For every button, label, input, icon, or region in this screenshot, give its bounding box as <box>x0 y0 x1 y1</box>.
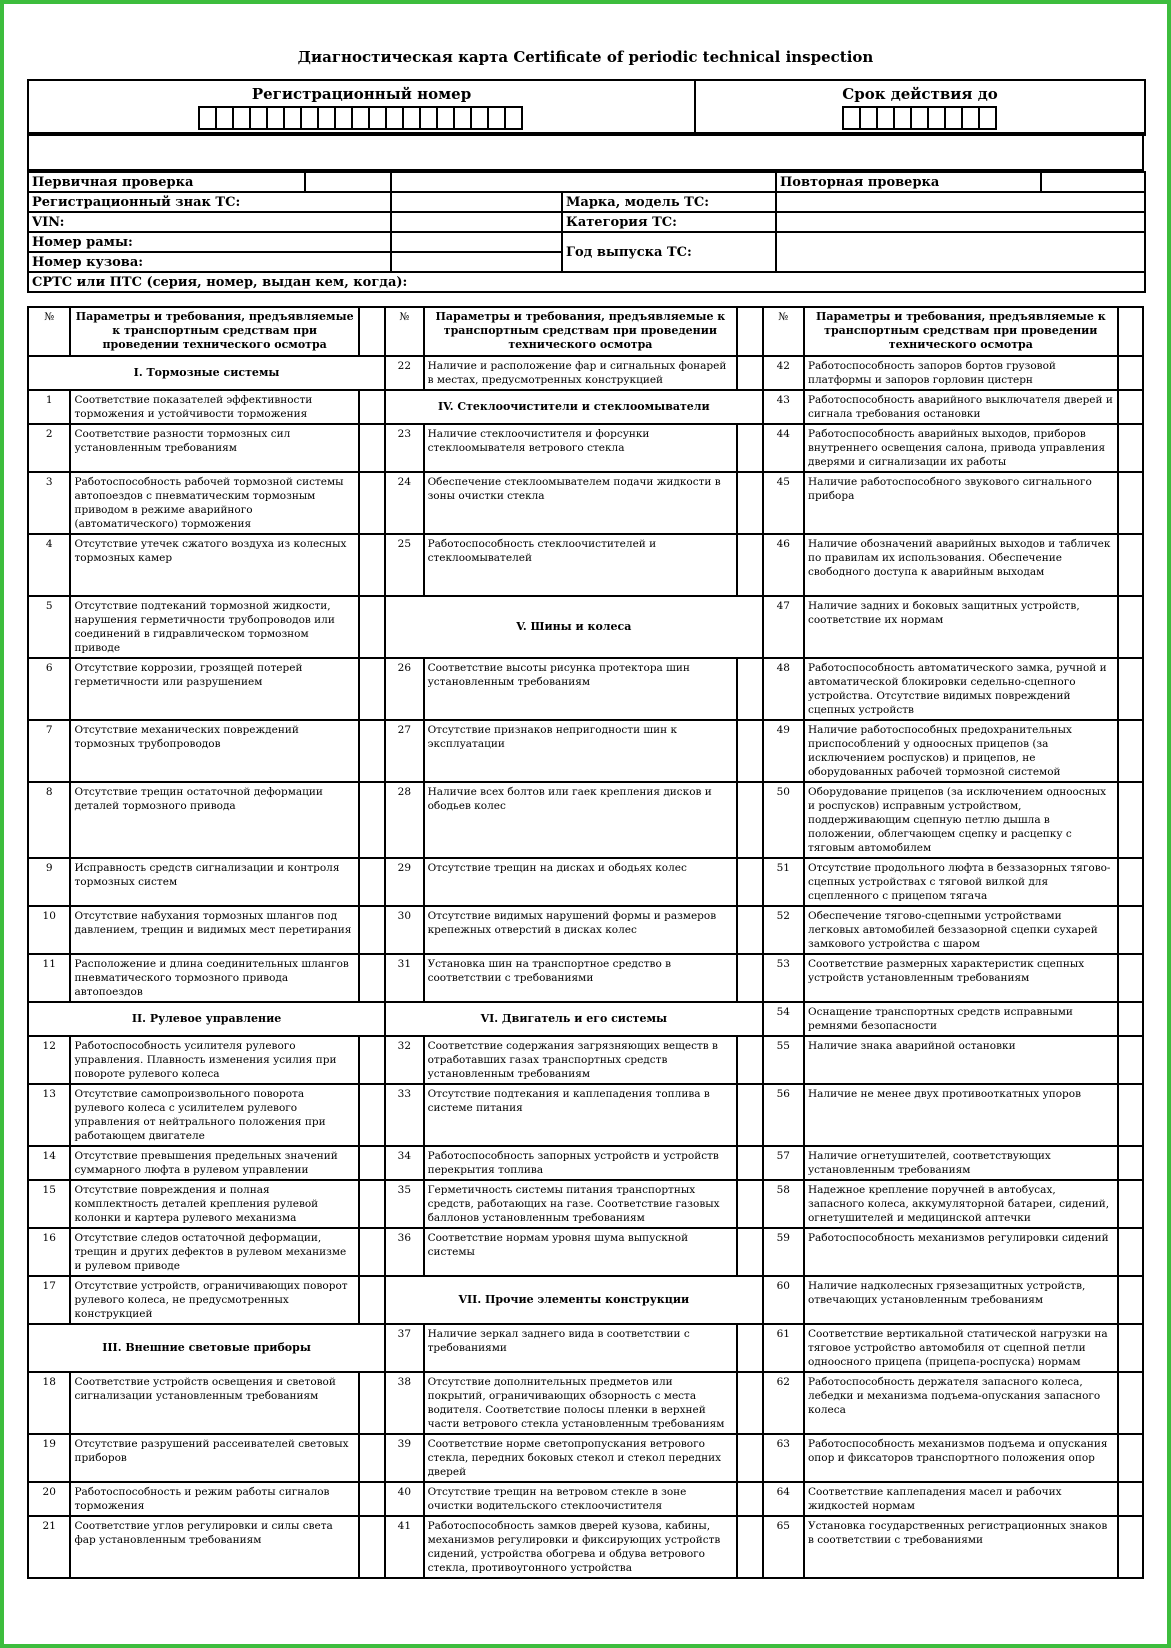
item-text: Отсутствие самопроизвольного поворота рулевого колеса с усилителем рулевого управления от нейтрального положения при работающем двигателе <box>70 1084 358 1146</box>
item-check[interactable] <box>737 858 762 906</box>
item-check[interactable] <box>1118 1036 1143 1084</box>
item-check[interactable] <box>359 1434 385 1482</box>
item-text: Соответствие высоты рисунка протектора шин установленным требованиям <box>424 658 738 720</box>
frame-value[interactable] <box>391 232 562 252</box>
item-check[interactable] <box>1118 1516 1143 1578</box>
item-text: Отсутствие следов остаточной деформации, трещин и других дефектов в рулевом механизме и рулевом приводе <box>70 1228 358 1276</box>
item-text: Работоспособность аварийного выключателя дверей и сигнала требования остановки <box>804 390 1118 424</box>
item-check[interactable] <box>737 1516 762 1578</box>
item-check[interactable] <box>359 954 385 1002</box>
item-text: Работоспособность запоров бортов грузовой платформы и запоров горловин цистерн <box>804 356 1118 390</box>
item-number: 25 <box>385 534 423 596</box>
item-check[interactable] <box>737 1482 762 1516</box>
reg-number-cell <box>28 80 695 135</box>
item-number: 51 <box>763 858 804 906</box>
valid-until-boxes[interactable] <box>699 106 1141 130</box>
primary-check-label: Первичная проверка <box>28 172 305 192</box>
item-number: 39 <box>385 1434 423 1482</box>
item-number: 23 <box>385 424 423 472</box>
item-number: 55 <box>763 1036 804 1084</box>
item-check[interactable] <box>1118 782 1143 858</box>
item-number: 46 <box>763 534 804 596</box>
item-text: Соответствие вертикальной статической нагрузки на тяговое устройство автомобиля от сцепной петли одноосного прицепа (прицепа-роспуска) нормам <box>804 1324 1118 1372</box>
item-check[interactable] <box>737 782 762 858</box>
item-check[interactable] <box>737 424 762 472</box>
num-header: № <box>385 307 423 356</box>
body-label: Номер кузова: <box>28 252 391 272</box>
item-check[interactable] <box>359 1146 385 1180</box>
item-number: 1 <box>28 390 70 424</box>
item-check[interactable] <box>359 658 385 720</box>
item-number: 4 <box>28 534 70 596</box>
item-check[interactable] <box>359 596 385 658</box>
item-check[interactable] <box>737 720 762 782</box>
item-text: Отсутствие подтекания и каплепадения топлива в системе питания <box>424 1084 738 1146</box>
vin-label: VIN: <box>28 212 391 232</box>
item-text: Отсутствие устройств, ограничивающих поворот рулевого колеса, не предусмотренных конструкцией <box>70 1276 358 1324</box>
item-check[interactable] <box>1118 472 1143 534</box>
item-text: Отсутствие механических повреждений тормозных трубопроводов <box>70 720 358 782</box>
item-check[interactable] <box>359 858 385 906</box>
item-number: 57 <box>763 1146 804 1180</box>
item-check[interactable] <box>359 1276 385 1324</box>
item-check[interactable] <box>737 1228 762 1276</box>
item-check[interactable] <box>359 472 385 534</box>
item-number: 15 <box>28 1180 70 1228</box>
item-number: 35 <box>385 1180 423 1228</box>
item-check[interactable] <box>737 658 762 720</box>
item-check[interactable] <box>1118 1228 1143 1276</box>
item-text: Наличие огнетушителей, соответствующих установленным требованиям <box>804 1146 1118 1180</box>
item-text: Наличие зеркал заднего вида в соответствии с требованиями <box>424 1324 738 1372</box>
item-number: 65 <box>763 1516 804 1578</box>
item-number: 7 <box>28 720 70 782</box>
category-label: Категория ТС: <box>562 212 776 232</box>
item-number: 59 <box>763 1228 804 1276</box>
item-number: 44 <box>763 424 804 472</box>
item-text: Наличие задних и боковых защитных устройств, соответствие их нормам <box>804 596 1118 658</box>
item-text: Наличие работоспособных предохранительных приспособлений у одноосных прицепов (за исключением роспусков) и прицепов, не оборудованных рабочей тормозной системой <box>804 720 1118 782</box>
item-check[interactable] <box>1118 1324 1143 1372</box>
item-text: Работоспособность рабочей тормозной системы автопоездов с пневматическим тормозным приводом в режиме аварийного (автоматического) торможения <box>70 472 358 534</box>
item-check[interactable] <box>737 906 762 954</box>
item-text: Работоспособность стеклоочистителей и стеклоомывателей <box>424 534 738 596</box>
item-number: 53 <box>763 954 804 1002</box>
item-number: 43 <box>763 390 804 424</box>
item-check[interactable] <box>1118 596 1143 658</box>
check-header <box>1118 307 1143 356</box>
item-number: 49 <box>763 720 804 782</box>
item-text: Работоспособность автоматического замка, ручной и автоматической блокировки седельно-сцепного устройства. Отсутствие видимых повреждений сцепных устройств <box>804 658 1118 720</box>
item-number: 60 <box>763 1276 804 1324</box>
item-number: 2 <box>28 424 70 472</box>
item-text: Соответствие размерных характеристик сцепных устройств установленным требованиям <box>804 954 1118 1002</box>
item-text: Исправность средств сигнализации и контроля тормозных систем <box>70 858 358 906</box>
item-text: Соответствие показателей эффективности торможения и устойчивости торможения <box>70 390 358 424</box>
item-number: 48 <box>763 658 804 720</box>
item-text: Работоспособность аварийных выходов, приборов внутреннего освещения салона, привода управления дверями и сигнализации их работы <box>804 424 1118 472</box>
item-text: Соответствие разности тормозных сил установленным требованиям <box>70 424 358 472</box>
item-text: Отсутствие трещин на ветровом стекле в зоне очистки водительского стеклоочистителя <box>424 1482 738 1516</box>
item-check[interactable] <box>737 472 762 534</box>
item-text: Наличие надколесных грязезащитных устройств, отвечающих установленным требованиям <box>804 1276 1118 1324</box>
item-number: 36 <box>385 1228 423 1276</box>
item-check[interactable] <box>737 1146 762 1180</box>
item-text: Отсутствие признаков непригодности шин к эксплуатации <box>424 720 738 782</box>
item-text: Наличие стеклоочистителя и форсунки стеклоомывателя ветрового стекла <box>424 424 738 472</box>
blank-row <box>27 132 1144 171</box>
item-number: 8 <box>28 782 70 858</box>
repeat-check-label: Повторная проверка <box>776 172 1041 192</box>
item-check[interactable] <box>359 424 385 472</box>
item-text: Установка государственных регистрационных знаков в соответствии с требованиями <box>804 1516 1118 1578</box>
item-text: Соответствие содержания загрязняющих веществ в отработавших газах транспортных средств установленным требованиям <box>424 1036 738 1084</box>
item-text: Работоспособность запорных устройств и устройств перекрытия топлива <box>424 1146 738 1180</box>
item-check[interactable] <box>359 1482 385 1516</box>
item-text: Наличие всех болтов или гаек крепления дисков и ободьев колес <box>424 782 738 858</box>
param-header: Параметры и требования, предъявляемые к транспортным средствам при проведении технического осмотра <box>424 307 738 356</box>
item-text: Отсутствие повреждения и полная комплектность деталей крепления рулевой колонки и картера рулевого механизма <box>70 1180 358 1228</box>
item-number: 61 <box>763 1324 804 1372</box>
item-text: Расположение и длина соединительных шлангов пневматического тормозного привода автопоездов <box>70 954 358 1002</box>
item-check[interactable] <box>1118 1146 1143 1180</box>
item-check[interactable] <box>737 954 762 1002</box>
item-text: Соответствие каплепадения масел и рабочих жидкостей нормам <box>804 1482 1118 1516</box>
item-text: Оборудование прицепов (за исключением одноосных и роспусков) исправным устройством, поддерживающим сцепную петлю дышла в положении, облегчающем сцепку и расцепку с тяговым автомобилем <box>804 782 1118 858</box>
item-text: Отсутствие коррозии, грозящей потерей герметичности или разрушением <box>70 658 358 720</box>
check-header <box>737 307 762 356</box>
item-number: 27 <box>385 720 423 782</box>
item-text: Отсутствие дополнительных предметов или покрытий, ограничивающих обзорность с места водителя. Соответствие полосы пленки в верхней части ветрового стекла установленным требованиям <box>424 1372 738 1434</box>
item-text: Работоспособность механизмов подъема и опускания опор и фиксаторов транспортного положения опор <box>804 1434 1118 1482</box>
item-check[interactable] <box>359 1228 385 1276</box>
item-text: Наличие работоспособного звукового сигнального прибора <box>804 472 1118 534</box>
item-check[interactable] <box>359 782 385 858</box>
inspection-grid <box>27 306 1144 1579</box>
item-number: 47 <box>763 596 804 658</box>
item-number: 3 <box>28 472 70 534</box>
item-check[interactable] <box>1118 1180 1143 1228</box>
item-check[interactable] <box>1118 356 1143 390</box>
item-number: 62 <box>763 1372 804 1434</box>
item-number: 56 <box>763 1084 804 1146</box>
item-text: Отсутствие трещин остаточной деформации деталей тормозного привода <box>70 782 358 858</box>
item-text: Работоспособность и режим работы сигналов торможения <box>70 1482 358 1516</box>
item-text: Надежное крепление поручней в автобусах, запасного колеса, аккумуляторной батареи, сидений, огнетушителей и медицинской аптечки <box>804 1180 1118 1228</box>
body-value[interactable] <box>391 252 562 272</box>
item-check[interactable] <box>1118 1276 1143 1324</box>
section-title: I. Тормозные системы <box>28 356 385 390</box>
item-number: 21 <box>28 1516 70 1578</box>
item-check[interactable] <box>1118 424 1143 472</box>
item-number: 33 <box>385 1084 423 1146</box>
document-title: Диагностическая карта Certificate of periodic technical inspection <box>297 48 874 66</box>
item-text: Герметичность системы питания транспортных средств, работающих на газе. Соответствие газовых баллонов установленным требованиям <box>424 1180 738 1228</box>
item-text: Установка шин на транспортное средство в соответствии с требованиями <box>424 954 738 1002</box>
item-text: Наличие и расположение фар и сигнальных фонарей в местах, предусмотренных конструкцией <box>424 356 738 390</box>
item-number: 18 <box>28 1372 70 1434</box>
item-number: 50 <box>763 782 804 858</box>
item-check[interactable] <box>359 534 385 596</box>
vehicle-info-table <box>27 171 1146 293</box>
item-check[interactable] <box>737 356 762 390</box>
section-title: V. Шины и колеса <box>385 596 762 658</box>
item-check[interactable] <box>359 1036 385 1084</box>
item-text: Отсутствие набухания тормозных шлангов под давлением, трещин и видимых мест перетирания <box>70 906 358 954</box>
item-text: Отсутствие продольного люфта в беззазорных тягово-сцепных устройствах с тяговой вилкой для сцепленного с прицепом тягача <box>804 858 1118 906</box>
item-check[interactable] <box>1118 1482 1143 1516</box>
repeat-check-value[interactable] <box>1041 172 1145 192</box>
item-check[interactable] <box>359 720 385 782</box>
item-number: 58 <box>763 1180 804 1228</box>
item-check[interactable] <box>737 1180 762 1228</box>
item-check[interactable] <box>1118 1434 1143 1482</box>
item-text: Наличие обозначений аварийных выходов и табличек по правилам их использования. Обеспечение свободного доступа к аварийным выходам <box>804 534 1118 596</box>
item-text: Оснащение транспортных средств исправными ремнями безопасности <box>804 1002 1118 1036</box>
year-label: Год выпуска ТС: <box>562 232 776 272</box>
year-value[interactable] <box>776 232 1145 272</box>
section-title: VI. Двигатель и его системы <box>385 1002 762 1036</box>
section-title: VII. Прочие элементы конструкции <box>385 1276 762 1324</box>
brand-label: Марка, модель ТС: <box>562 192 776 212</box>
item-number: 28 <box>385 782 423 858</box>
item-number: 17 <box>28 1276 70 1324</box>
item-number: 13 <box>28 1084 70 1146</box>
item-number: 9 <box>28 858 70 906</box>
item-text: Соответствие устройств освещения и световой сигнализации установленным требованиям <box>70 1372 358 1434</box>
item-text: Работоспособность усилителя рулевого управления. Плавность изменения усилия при повороте рулевого колеса <box>70 1036 358 1084</box>
category-value[interactable] <box>776 212 1145 232</box>
item-number: 26 <box>385 658 423 720</box>
item-check[interactable] <box>1118 858 1143 906</box>
item-number: 6 <box>28 658 70 720</box>
item-check[interactable] <box>737 1434 762 1482</box>
item-check[interactable] <box>737 1372 762 1434</box>
item-number: 38 <box>385 1372 423 1434</box>
frame-label: Номер рамы: <box>28 232 391 252</box>
valid-until-cell <box>695 80 1145 135</box>
item-number: 14 <box>28 1146 70 1180</box>
valid-until-label: Срок действия до <box>842 85 998 103</box>
item-check[interactable] <box>737 534 762 596</box>
item-check[interactable] <box>1118 1002 1143 1036</box>
check-empty[interactable] <box>391 172 776 192</box>
item-number: 20 <box>28 1482 70 1516</box>
item-number: 5 <box>28 596 70 658</box>
item-check[interactable] <box>1118 1084 1143 1146</box>
item-number: 12 <box>28 1036 70 1084</box>
item-check[interactable] <box>359 1516 385 1578</box>
item-number: 19 <box>28 1434 70 1482</box>
param-header: Параметры и требования, предъявляемые к транспортным средствам при проведении технического осмотра <box>70 307 358 356</box>
item-text: Работоспособность механизмов регулировки сидений <box>804 1228 1118 1276</box>
item-number: 10 <box>28 906 70 954</box>
item-number: 16 <box>28 1228 70 1276</box>
item-text: Отсутствие утечек сжатого воздуха из колесных тормозных камер <box>70 534 358 596</box>
item-number: 22 <box>385 356 423 390</box>
item-number: 63 <box>763 1434 804 1482</box>
item-check[interactable] <box>737 1324 762 1372</box>
reg-sign-label: Регистрационный знак ТС: <box>28 192 391 212</box>
item-number: 42 <box>763 356 804 390</box>
param-header: Параметры и требования, предъявляемые к транспортным средствам при проведении технического осмотра <box>804 307 1118 356</box>
item-check[interactable] <box>1118 720 1143 782</box>
item-text: Наличие не менее двух противооткатных упоров <box>804 1084 1118 1146</box>
item-number: 24 <box>385 472 423 534</box>
item-text: Обеспечение стеклоомывателем подачи жидкости в зоны очистки стекла <box>424 472 738 534</box>
item-check[interactable] <box>1118 390 1143 424</box>
item-check[interactable] <box>737 1084 762 1146</box>
item-text: Соответствие норме светопропускания ветрового стекла, передних боковых стекол и стекол передних дверей <box>424 1434 738 1482</box>
item-check[interactable] <box>1118 658 1143 720</box>
num-header: № <box>28 307 70 356</box>
item-text: Отсутствие видимых нарушений формы и размеров крепежных отверстий в дисках колес <box>424 906 738 954</box>
check-header <box>359 307 385 356</box>
item-number: 34 <box>385 1146 423 1180</box>
item-text: Отсутствие подтеканий тормозной жидкости, нарушения герметичности трубопроводов или соединений в гидравлическом тормозном приводе <box>70 596 358 658</box>
item-number: 37 <box>385 1324 423 1372</box>
item-number: 45 <box>763 472 804 534</box>
item-text: Соответствие нормам уровня шума выпускной системы <box>424 1228 738 1276</box>
srts-label: СРТС или ПТС (серия, номер, выдан кем, когда): <box>28 272 1145 292</box>
item-number: 30 <box>385 906 423 954</box>
item-check[interactable] <box>359 1084 385 1146</box>
item-text: Работоспособность держателя запасного колеса, лебедки и механизма подъема-опускания запасного колеса <box>804 1372 1118 1434</box>
item-number: 52 <box>763 906 804 954</box>
item-text: Отсутствие трещин на дисках и ободьях колес <box>424 858 738 906</box>
brand-value[interactable] <box>776 192 1145 212</box>
item-text: Обеспечение тягово-сцепными устройствами легковых автомобилей беззазорной сцепки сухарей замкового устройства с шаром <box>804 906 1118 954</box>
item-text: Наличие знака аварийной остановки <box>804 1036 1118 1084</box>
section-title: II. Рулевое управление <box>28 1002 385 1036</box>
primary-check-value[interactable] <box>305 172 391 192</box>
item-text: Отсутствие превышения предельных значений суммарного люфта в рулевом управлении <box>70 1146 358 1180</box>
item-check[interactable] <box>359 390 385 424</box>
item-check[interactable] <box>359 906 385 954</box>
item-text: Работоспособность замков дверей кузова, кабины, механизмов регулировки и фиксирующих устройств сидений, устройства обогрева и обдува ветрового стекла, противоугонного устройства <box>424 1516 738 1578</box>
reg-number-label: Регистрационный номер <box>251 85 472 103</box>
item-number: 64 <box>763 1482 804 1516</box>
item-check[interactable] <box>359 1372 385 1434</box>
item-number: 11 <box>28 954 70 1002</box>
reg-number-boxes[interactable] <box>32 106 691 130</box>
reg-sign-value[interactable] <box>391 192 562 212</box>
item-text: Соответствие углов регулировки и силы света фар установленным требованиям <box>70 1516 358 1578</box>
item-check[interactable] <box>1118 534 1143 596</box>
item-check[interactable] <box>359 1180 385 1228</box>
item-number: 29 <box>385 858 423 906</box>
section-title: IV. Стеклоочистители и стеклоомыватели <box>385 390 762 424</box>
item-number: 40 <box>385 1482 423 1516</box>
item-check[interactable] <box>737 1036 762 1084</box>
item-check[interactable] <box>1118 906 1143 954</box>
vin-value[interactable] <box>391 212 562 232</box>
header-table <box>27 79 1146 136</box>
item-check[interactable] <box>1118 1372 1143 1434</box>
item-number: 41 <box>385 1516 423 1578</box>
item-text: Отсутствие разрушений рассеивателей световых приборов <box>70 1434 358 1482</box>
item-number: 54 <box>763 1002 804 1036</box>
num-header: № <box>763 307 804 356</box>
blank-cell[interactable] <box>28 133 1143 170</box>
item-check[interactable] <box>1118 954 1143 1002</box>
item-number: 31 <box>385 954 423 1002</box>
item-number: 32 <box>385 1036 423 1084</box>
section-title: III. Внешние световые приборы <box>28 1324 385 1372</box>
